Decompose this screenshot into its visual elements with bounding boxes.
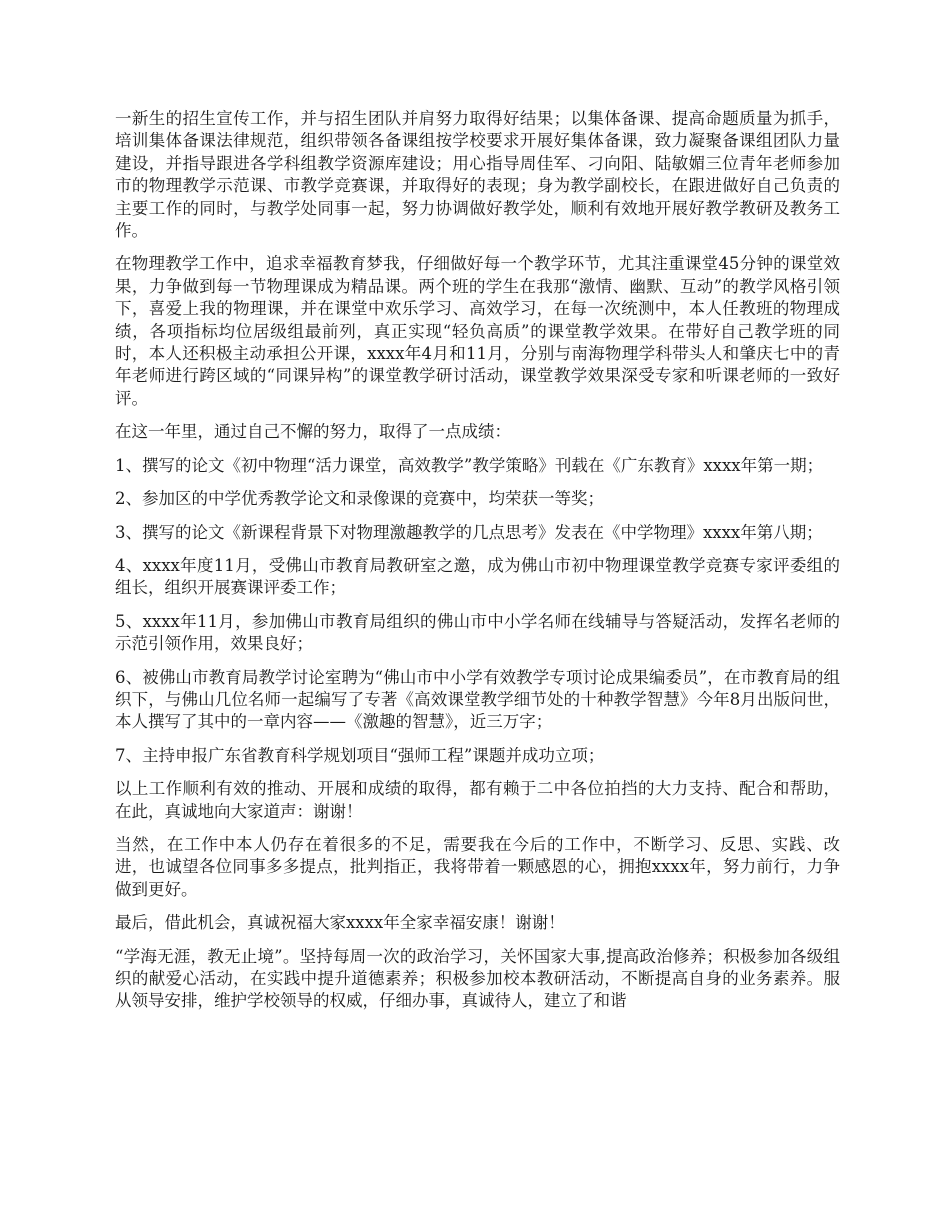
achievement-item-5: 5、xxxx年11月，参加佛山市教育局组织的佛山市中小学名师在线辅导与答疑活动，发挥名老师的示范引领作用，效果良好； xyxy=(115,611,840,654)
paragraph-shortcomings: 当然，在工作中本人仍存在着很多的不足，需要我在今后的工作中，不断学习、反思、实践、改进，也诚望各位同事多多提点，批判指正，我将带着一颗感恩的心，拥抱xxxx年，努力前行，力争做到更好。 xyxy=(115,834,840,899)
paragraph-political-study: “学海无涯，教无止境”。坚持每周一次的政治学习，关怀国家大事,提高政治修养；积极参加各级组织的献爱心活动，在实践中提升道德素养；积极参加校本教研活动，不断提高自身的业务素养。服从领导安排，维护学校领导的权威，仔细办事，真诚待人，建立了和谐 xyxy=(115,946,840,1011)
achievement-item-3: 3、撰写的论文《新课程背景下对物理激趣教学的几点思考》发表在《中学物理》xxxx年第八期； xyxy=(115,522,823,542)
achievement-item-4: 4、xxxx年度11月，受佛山市教育局教研室之邀，成为佛山市初中物理课堂教学竞赛专家评委组的组长，组织开展赛课评委工作； xyxy=(115,555,840,598)
achievement-item-1: 1、撰写的论文《初中物理“活力课堂，高效教学”教学策略》刊载在《广东教育》xxxx年第一期； xyxy=(115,455,824,475)
achievement-item-6: 6、被佛山市教育局教学讨论室聘为“佛山市中小学有效教学专项讨论成果编委员”，在市教育局的组织下，与佛山几位名师一起编写了专著《高效课堂教学细节处的十种教学智慧》今年8月出版问世，本人撰写了其中的一章内容——《激趣的智慧》，近三万字； xyxy=(115,667,840,732)
paragraph-work-summary: 一新生的招生宣传工作，并与招生团队并肩努力取得好结果；以集体备课、提高命题质量为抓手，培训集体备课法律规范，组织带领各备课组按学校要求开展好集体备课，致力凝聚备课组团队力量建设，并指导跟进各学科组教学资源库建设；用心指导周佳军、刁向阳、陆敏媚三位青年老师参加市的物理教学示范课、市教学竞赛课，并取得好的表现；身为教学副校长，在跟进做好自己负责的主要工作的同时，与教学处同事一起，努力协调做好教学处，顺利有效地开展好教学教研及教务工作。 xyxy=(115,109,840,241)
achievement-item-2: 2、参加区的中学优秀教学论文和录像课的竞赛中，均荣获一等奖； xyxy=(115,489,604,509)
paragraph-closing-wishes: 最后，借此机会，真诚祝福大家xxxx年全家幸福安康！谢谢！ xyxy=(115,913,565,933)
document-body xyxy=(115,108,840,1024)
paragraph-thanks: 以上工作顺利有效的推动、开展和成绩的取得，都有赖于二中各位拍挡的大力支持、配合和帮助，在此，真诚地向大家道声：谢谢！ xyxy=(115,779,840,821)
paragraph-physics-teaching: 在物理教学工作中，追求幸福教育梦我，仔细做好每一个教学环节，尤其注重课堂45分钟的课堂效果，力争做到每一节物理课成为精品课。两个班的学生在我那“激情、幽默、互动”的教学风格引领下，喜爱上我的物理课，并在课堂中欢乐学习、高效学习，在每一次统测中，本人任教班的物理成绩，各项指标均位居级组最前列，真正实现“轻负高质”的课堂教学效果。在带好自己教学班的同时，本人还积极主动承担公开课，xxxx年4月和11月，分别与南海物理学科带头人和肇庆七中的青年老师进行跨区域的“同课异构”的课堂教学研讨活动，课堂教学效果深受专家和听课老师的一致好评。 xyxy=(115,254,840,408)
achievement-item-7: 7、主持申报广东省教育科学规划项目“强师工程”课题并成功立项； xyxy=(115,745,605,765)
paragraph-achievements-intro: 在这一年里，通过自己不懈的努力，取得了一点成绩： xyxy=(115,422,511,442)
